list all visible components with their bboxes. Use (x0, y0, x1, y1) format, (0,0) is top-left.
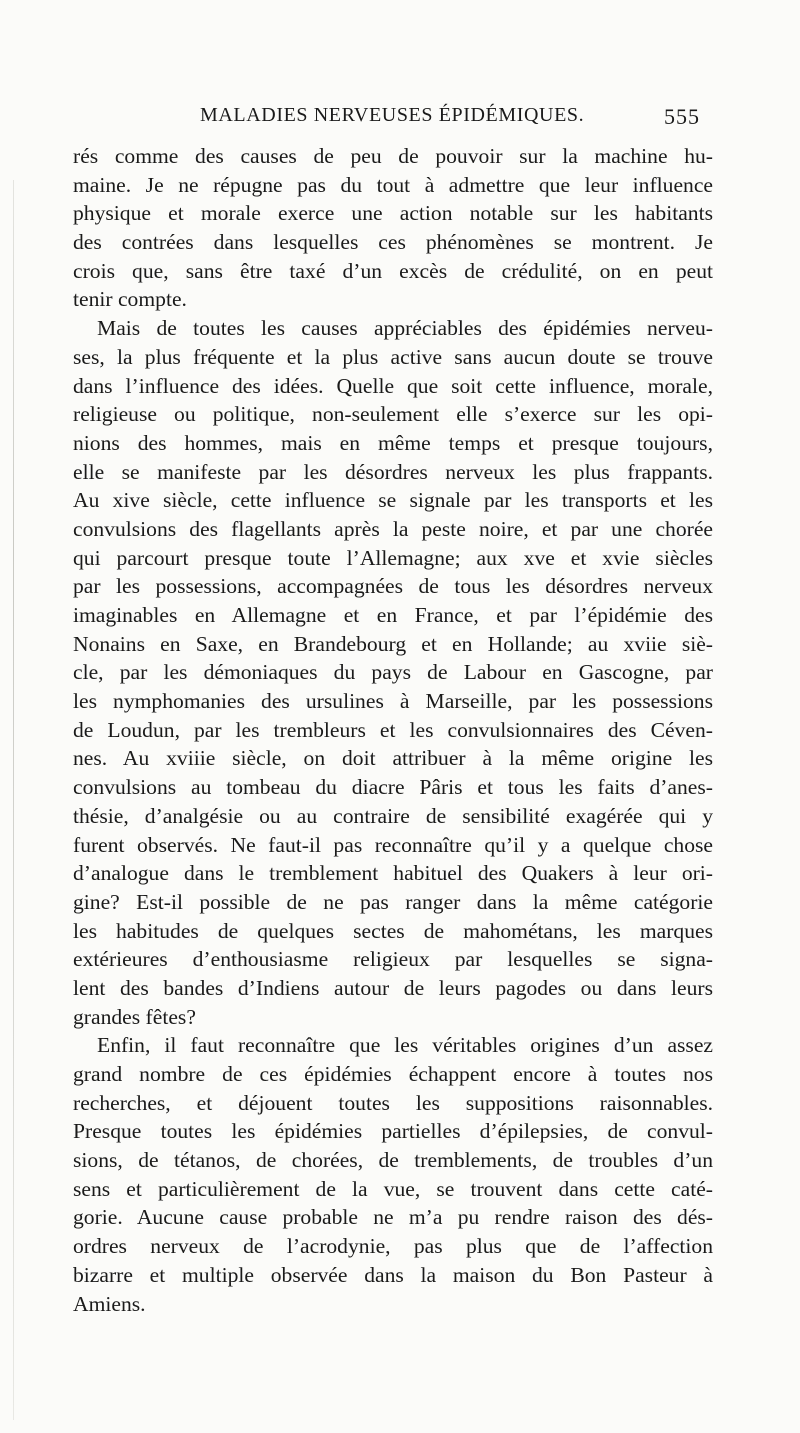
text-line: dans l’influence des idées. Quelle que soit cette influence, morale, (73, 373, 713, 398)
text-line: grand nombre de ces épidémies échappent encore à toutes nos (73, 1062, 713, 1086)
page-edge-shadow (13, 180, 14, 1420)
text-line: maine. Je ne répugne pas du tout à admettre que leur influence (73, 172, 713, 197)
running-title: MALADIES NERVEUSES ÉPIDÉMIQUES. (200, 104, 585, 126)
paragraph-start: Mais de toutes les causes appréciables des épidémies nerveu- (97, 316, 713, 341)
text-line: gine? Est-il possible de ne pas ranger dans la même catégorie (73, 889, 713, 914)
text-line: d’analogue dans le tremblement habituel des Quakers à leur ori- (73, 861, 713, 886)
text-line: convulsions des flagellants après la peste noire, et par une chorée (73, 516, 713, 541)
text-line: extérieures d’enthousiasme religieux par lesquelles se signa- (73, 947, 713, 972)
text-line: cle, par les démoniaques du pays de Labour en Gascogne, par (73, 660, 713, 685)
text-line: physique et morale exerce une action notable sur les habitants (73, 201, 713, 226)
text-line: des contrées dans lesquelles ces phénomènes se montrent. Je (73, 230, 713, 255)
paragraph-start: Enfin, il faut reconnaître que les véritables origines d’un assez (97, 1033, 713, 1058)
text-line: crois que, sans être taxé d’un excès de crédulité, on en peut (73, 258, 713, 283)
text-line: recherches, et déjouent toutes les suppositions raisonnables. (73, 1090, 713, 1115)
text-line: bizarre et multiple observée dans la maison du Bon Pasteur à (73, 1262, 713, 1287)
text-line: sens et particulièrement de la vue, se trouvent dans cette caté- (73, 1176, 713, 1201)
text-line: lent des bandes d’Indiens autour de leurs pagodes ou dans leurs (73, 975, 713, 1000)
text-line: ordres nerveux de l’acrodynie, pas plus que de l’affection (73, 1234, 713, 1259)
text-line: elle se manifeste par les désordres nerveux les plus frappants. (73, 459, 713, 484)
text-line: les habitudes de quelques sectes de mahométans, les marques (73, 918, 713, 943)
text-line: rés comme des causes de peu de pouvoir sur la machine hu- (73, 144, 713, 168)
text-line: convulsions au tombeau du diacre Pâris et tous les faits d’anes- (73, 775, 713, 800)
text-line: nes. Au xviiie siècle, on doit attribuer à la même origine les (73, 746, 713, 771)
text-line: Nonains en Saxe, en Brandebourg et en Hollande; au xviie siè- (73, 631, 713, 656)
text-line: furent observés. Ne faut-il pas reconnaître qu’il y a quelque chose (73, 832, 713, 857)
text-line: nions des hommes, mais en même temps et presque toujours, (73, 430, 713, 455)
text-line: religieuse ou politique, non-seulement elle s’exerce sur les opi- (73, 402, 713, 427)
text-line: sions, de tétanos, de chorées, de tremblements, de troubles d’un (73, 1148, 713, 1173)
text-line: gorie. Aucune cause probable ne m’a pu rendre raison des dés- (73, 1205, 713, 1230)
text-line: les nymphomanies des ursulines à Marseille, par les possessions (73, 689, 713, 714)
text-line: Amiens. (73, 1291, 146, 1316)
text-line: Au xive siècle, cette influence se signale par les transports et les (73, 488, 713, 513)
text-line: par les possessions, accompagnées de tous les désordres nerveux (73, 574, 713, 599)
body-text (73, 142, 713, 1318)
text-line: imaginables en Allemagne et en France, et par l’épidémie des (73, 603, 713, 627)
page-number: 555 (664, 104, 700, 129)
text-line: tenir compte. (73, 287, 187, 312)
text-line: qui parcourt presque toute l’Allemagne; aux xve et xvie siècles (73, 545, 713, 570)
text-line: Presque toutes les épidémies partielles d’épilepsies, de convul- (73, 1119, 713, 1144)
text-line: de Loudun, par les trembleurs et les convulsionnaires des Céven- (73, 717, 713, 742)
text-line: ses, la plus fréquente et la plus active sans aucun doute se trouve (73, 344, 713, 369)
text-line: thésie, d’analgésie ou au contraire de sensibilité exagérée qui y (73, 803, 713, 828)
running-head (200, 104, 700, 134)
text-line: grandes fêtes? (73, 1004, 196, 1029)
